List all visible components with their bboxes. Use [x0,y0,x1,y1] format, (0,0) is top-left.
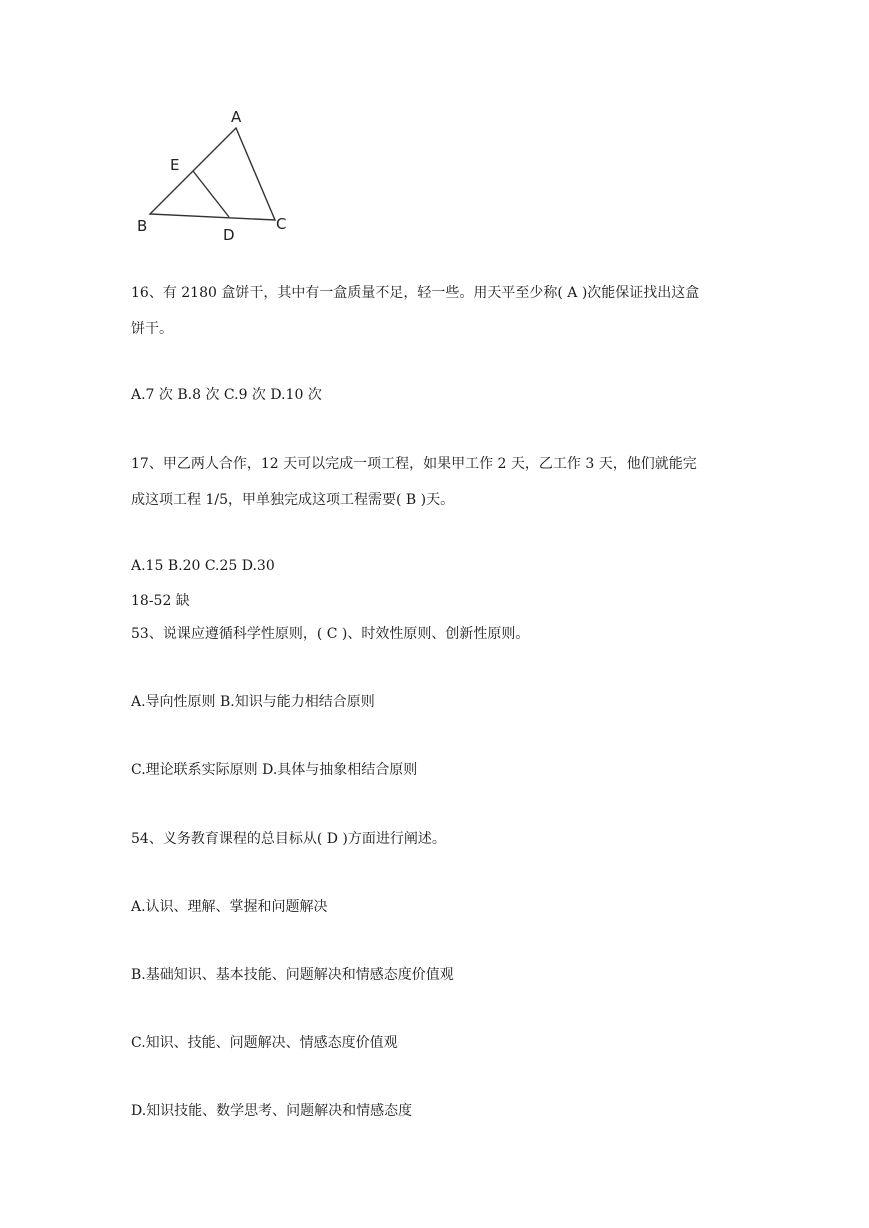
question-53: 53、说课应遵循科学性原则，( C )、时效性原则、创新性原则。 [131,626,530,642]
triangle-diagram [130,100,300,245]
question-54-option-b: B.基础知识、基本技能、问题解决和情感态度价值观 [131,967,454,983]
label-d: D [223,226,235,244]
label-e: E [170,156,180,174]
segment-ed [193,171,229,217]
question-16-options: A.7 次 B.8 次 C.9 次 D.10 次 [131,387,322,403]
question-53-options-cd: C.理论联系实际原则 D.具体与抽象相结合原则 [131,762,418,778]
question-16-line-1: 16、有 2180 盒饼干，其中有一盒质量不足，轻一些。用天平至少称( A )次能保证找出这盒 [131,285,700,301]
question-17-line-2: 成这项工程 1/5，甲单独完成这项工程需要( B )天。 [131,492,455,508]
question-17-options: A.15 B.20 C.25 D.30 [131,558,275,574]
question-16-line-2: 饼干。 [131,321,173,337]
question-54: 54、义务教育课程的总目标从( D )方面进行阐述。 [131,831,446,847]
triangle-abc [150,128,275,220]
label-b: B [137,217,148,235]
label-c: C [276,215,287,233]
question-17-line-1: 17、甲乙两人合作，12 天可以完成一项工程，如果甲工作 2 天，乙工作 3 天，他们就能完 [131,456,697,472]
question-54-option-d: D.知识技能、数学思考、问题解决和情感态度 [131,1103,413,1119]
missing-note: 18-52 缺 [131,593,190,609]
question-54-option-c: C.知识、技能、问题解决、情感态度价值观 [131,1035,398,1051]
label-a: A [231,108,242,126]
triangle-figure [130,100,300,245]
question-53-options-ab: A.导向性原则 B.知识与能力相结合原则 [131,694,375,710]
question-54-option-a: A.认识、理解、掌握和问题解决 [131,899,328,915]
